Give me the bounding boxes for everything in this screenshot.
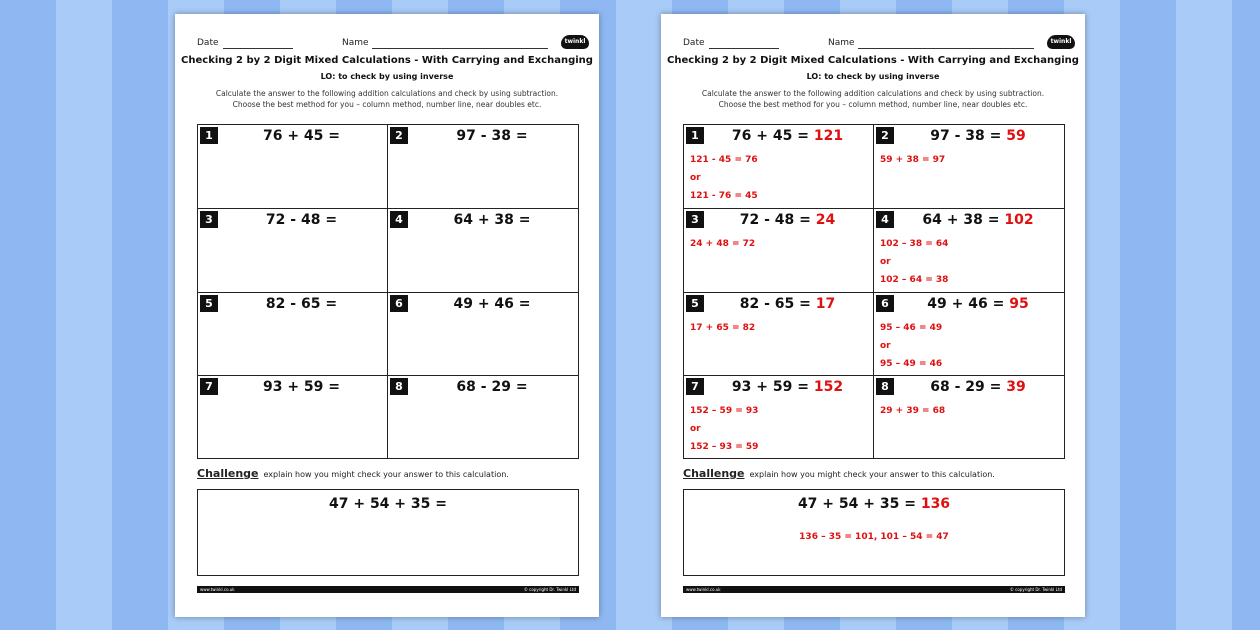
challenge-text: explain how you might check your answer to this calculation. [263,470,509,479]
answer-cell [684,375,874,458]
question-number: 6 [390,295,408,312]
question-expression: 82 - 65 = [265,295,338,312]
question-number: 4 [390,211,408,228]
answer-cell [684,208,874,291]
date-label: Date [197,38,219,48]
or-word: or [690,423,701,434]
answer-value: 59 [1006,128,1026,144]
question-number: 1 [200,127,218,144]
header-row [197,38,586,52]
worksheet-answers [661,14,1085,617]
challenge-expression: 47 + 54 + 35 = [797,496,916,512]
answer-value: 121 [813,128,844,144]
check-working [690,319,755,337]
answer-cell [874,125,1064,208]
challenge-text: explain how you might check your answer to this calculation. [749,470,995,479]
challenge-box [197,489,579,576]
check-line: 121 - 76 = 45 [690,191,758,201]
check-line: 102 – 64 = 38 [880,275,949,286]
check-working [880,235,948,289]
question-cell [198,208,388,291]
question-expression: 64 + 38 = [922,212,1000,229]
question-number: 2 [390,127,408,144]
question-cell [198,292,388,375]
check-working [880,151,945,169]
footer-copyright: © copyright Dr. Twinkl Ltd [523,587,576,592]
question-cell [198,375,388,458]
answer-value: 152 [813,378,844,395]
challenge-expression: 47 + 54 + 35 = [328,496,447,512]
answer-cell [874,375,1064,458]
check-line: 121 - 45 = 76 [690,155,758,165]
question-expression: 64 + 38 = [453,212,531,229]
question-expression: 49 + 46 = [927,295,1005,312]
or-word: or [690,173,701,183]
footer-bar [683,586,1065,593]
answer-cell [684,125,874,208]
challenge-heading [197,467,509,480]
challenge-box [683,489,1065,576]
question-expression: 93 + 59 = [262,378,341,395]
answer-cell [874,208,1064,291]
question-number: 4 [876,211,894,228]
answer-value: 39 [1006,378,1026,395]
question-expression: 97 - 38 = [930,128,1002,144]
question-cell [198,125,388,208]
answer-grid [683,124,1065,459]
check-line: 95 – 46 = 49 [880,322,943,333]
footer-url: www.twinkl.co.uk [200,587,235,592]
challenge-answer: 136 [920,496,951,512]
challenge-check: 136 – 35 = 101, 101 – 54 = 47 [799,532,949,542]
instructions [195,88,579,110]
question-number: 3 [200,211,218,228]
name-label: Name [342,38,369,48]
check-line: 102 – 38 = 64 [880,239,949,250]
twinkl-logo-icon: twinkl [1047,35,1075,49]
question-number: 6 [876,295,894,312]
question-expression: 72 - 48 = [265,212,338,229]
question-cell [388,208,578,291]
question-expression: 68 - 29 = [930,378,1002,395]
question-expression: 68 - 29 = [456,378,528,395]
question-expression: 49 + 46 = [453,295,531,312]
instruction-line: Choose the best method for you – column method, number line, near doubles etc. [718,100,1028,109]
question-number: 7 [200,378,218,395]
instruction-line: Calculate the answer to the following addition calculations and check by using subtraction. [215,89,559,98]
question-expression: 76 + 45 = [731,128,809,144]
question-number: 8 [876,378,894,395]
question-expression: 97 - 38 = [456,128,528,144]
question-expression: 76 + 45 = [262,128,341,144]
learning-objective: LO: to check by using inverse [320,72,454,81]
question-number: 7 [686,378,704,395]
name-label: Name [828,38,855,48]
footer-url: www.twinkl.co.uk [686,587,721,592]
instruction-line: Choose the best method for you – column method, number line, near doubles etc. [232,100,542,109]
question-number: 8 [390,378,408,395]
question-expression: 93 + 59 = [731,378,809,395]
name-line [858,48,1034,49]
instructions [681,88,1065,110]
answer-cell [874,292,1064,375]
learning-objective: LO: to check by using inverse [806,72,940,81]
twinkl-logo-icon: twinkl [561,35,589,49]
question-number: 1 [686,127,704,144]
header-row [683,38,1072,52]
question-number: 5 [200,295,218,312]
date-line [223,48,293,49]
answer-value: 95 [1009,295,1029,312]
check-working [690,235,755,253]
question-cell [388,125,578,208]
name-line [372,48,548,49]
answer-value: 17 [815,295,836,312]
check-working [880,319,942,373]
check-working [690,151,758,205]
check-line: 29 + 39 = 68 [880,405,946,416]
question-cell [388,375,578,458]
check-line: 152 – 93 = 59 [690,441,759,452]
check-line: 95 – 49 = 46 [880,358,943,369]
instruction-line: Calculate the answer to the following addition calculations and check by using subtraction. [701,89,1045,98]
worksheet-blank [175,14,599,617]
question-number: 5 [686,295,704,312]
question-cell [388,292,578,375]
date-line [709,48,779,49]
check-line: 152 – 59 = 93 [690,405,759,416]
challenge-label: Challenge [683,467,745,480]
question-expression: 82 - 65 = [739,295,811,312]
check-working [880,402,945,420]
answer-cell [684,292,874,375]
check-line: 59 + 38 = 97 [880,155,946,165]
question-number: 2 [876,127,894,144]
or-word: or [880,340,891,351]
answer-value: 102 [1004,212,1034,229]
date-label: Date [683,38,705,48]
question-expression: 72 - 48 = [739,212,811,229]
check-line: 24 + 48 = 72 [690,239,756,250]
question-grid [197,124,579,459]
check-working [690,402,758,456]
challenge-heading [683,467,995,480]
footer-copyright: © copyright Dr. Twinkl Ltd [1009,587,1062,592]
check-line: 17 + 65 = 82 [690,322,756,333]
or-word: or [880,257,891,268]
question-number: 3 [686,211,704,228]
answer-value: 24 [815,212,836,229]
worksheet-title: Checking 2 by 2 Digit Mixed Calculations - With Carrying and Exchanging [667,55,1079,66]
footer-bar [197,586,579,593]
challenge-label: Challenge [197,467,259,480]
worksheet-title: Checking 2 by 2 Digit Mixed Calculations - With Carrying and Exchanging [181,55,593,66]
